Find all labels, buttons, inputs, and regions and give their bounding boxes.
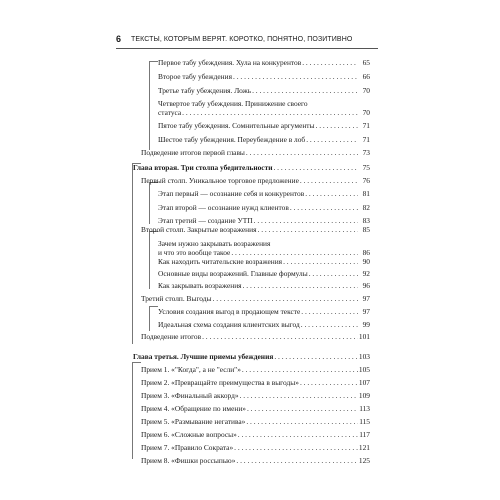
toc-entry[interactable] [141, 378, 370, 387]
leader-dots [301, 320, 358, 329]
toc-entry-page: 85 [362, 225, 370, 234]
toc-entry-page: 83 [362, 216, 370, 225]
leader-dots [182, 108, 358, 117]
leader-dots [302, 58, 358, 67]
toc-entry-title: Первый столп. Уникальное торговое предложение [141, 176, 299, 185]
toc-entry[interactable] [158, 135, 370, 144]
toc-entry-title: Этап третий — создание УТП [158, 216, 253, 225]
toc-entry-page: 71 [362, 121, 370, 130]
running-title: ТЕКСТЫ, КОТОРЫМ ВЕРЯТ. КОРОТКО, ПОНЯТНО, ПОЗИТИВНО [131, 36, 353, 43]
toc-entry-page: 99 [362, 320, 370, 329]
leader-dots [252, 86, 358, 95]
toc-entry-title: Прием 8. «Фишки россыпью» [141, 456, 236, 465]
leader-dots [243, 281, 358, 290]
toc-entry-title: Как находить читательские возражения [158, 257, 283, 266]
toc-entry[interactable] [158, 99, 370, 117]
leader-dots [246, 417, 358, 426]
toc-entry-page: 82 [362, 203, 370, 212]
toc-entry-page: 121 [358, 443, 370, 452]
toc-entry-title: Идеальная схема создания клиентских выгод [158, 320, 300, 329]
toc-entry[interactable] [158, 281, 370, 290]
toc-entry[interactable] [158, 269, 370, 278]
leader-dots [236, 456, 358, 465]
leader-dots [306, 135, 358, 144]
toc-entry-title: Третье табу убеждения. Ложь [158, 86, 252, 95]
toc-entry[interactable] [141, 443, 370, 452]
toc-entry-title: статуса [158, 108, 182, 117]
leader-dots [242, 365, 358, 374]
toc-entry-title: Прием 3. «Финальный аккорд» [141, 391, 239, 400]
toc-entry-page: 90 [362, 257, 370, 266]
toc-entry-title: Подведение итогов [141, 332, 202, 341]
section-bracket [149, 306, 158, 331]
toc-entry[interactable] [158, 239, 370, 257]
toc-entry[interactable] [141, 225, 370, 234]
toc-entry-title: Прием 7. «Правило Сократа» [141, 443, 234, 452]
toc-entry[interactable] [158, 257, 370, 266]
toc-entry[interactable] [141, 332, 370, 341]
toc-entry[interactable] [158, 189, 370, 198]
toc-entry-page: 66 [362, 72, 370, 81]
toc-entry-title: Шестое табу убеждения. Переубеждение в лоб [158, 135, 306, 144]
toc-entry-title: Подведение итогов первой главы [141, 148, 245, 157]
toc-entry[interactable] [141, 430, 370, 439]
toc-entry-page: 115 [359, 417, 370, 426]
leader-dots [233, 72, 358, 81]
toc-entry-page: 75 [362, 163, 370, 172]
leader-dots [246, 148, 358, 157]
leader-dots [274, 352, 358, 361]
toc-entry-page: 92 [362, 269, 370, 278]
leader-dots [283, 257, 358, 266]
leader-dots [213, 294, 359, 303]
toc-entry[interactable] [158, 320, 370, 329]
toc-entry-title: Как закрывать возражения [158, 281, 242, 290]
toc-entry-title: Второй столп. Закрытые возражения [141, 225, 257, 234]
toc-entry-page: 125 [358, 456, 370, 465]
section-bracket [149, 61, 158, 150]
toc-entry-page: 71 [362, 135, 370, 144]
leader-dots [309, 269, 358, 278]
toc-entry-title: Условия создания выгод в продающем тексте [158, 307, 301, 316]
toc-entry-page: 96 [362, 281, 370, 290]
toc-entry[interactable] [158, 58, 370, 67]
leader-dots [238, 430, 358, 439]
toc-chapter-title: Глава третья. Лучшие приемы убеждения [133, 352, 274, 361]
toc-entry-page: 86 [362, 248, 370, 257]
leader-dots [231, 248, 358, 257]
toc-entry-page: 109 [358, 391, 370, 400]
toc-entry[interactable] [158, 86, 370, 95]
toc-entry-title: Этап первый — осознание себя и конкурентов [158, 189, 305, 198]
toc-chapter-title: Глава вторая. Три столпа убедительности [133, 163, 273, 172]
leader-dots [234, 443, 358, 452]
toc-entry-page: 101 [358, 332, 370, 341]
toc-entry-title: Основные виды возражений. Главные формулы [158, 269, 308, 278]
toc-entry[interactable] [141, 404, 370, 413]
toc-entry-title: Пятое табу убеждения. Сомнительные аргументы [158, 121, 315, 130]
toc-entry-page: 73 [362, 148, 370, 157]
toc-entry-page: 103 [358, 352, 370, 361]
toc-entry-page: 70 [362, 86, 370, 95]
toc-entry-page: 97 [362, 307, 370, 316]
toc-entry-title: Прием 4. «Обращение по имени» [141, 404, 246, 413]
toc-entry[interactable] [158, 203, 370, 212]
leader-dots [290, 203, 358, 212]
section-bracket [149, 182, 158, 224]
leader-dots [247, 404, 358, 413]
leader-dots [300, 378, 358, 387]
toc-entry[interactable] [141, 417, 370, 426]
leader-dots [254, 216, 358, 225]
toc-entry-page: 70 [362, 108, 370, 117]
toc-entry-page: 105 [358, 365, 370, 374]
section-bracket [149, 231, 158, 289]
toc-entry-title: и что это вообще такое [158, 248, 231, 257]
toc-entry-page: 81 [362, 189, 370, 198]
chapter-bracket [132, 163, 141, 344]
toc-entry[interactable] [158, 121, 370, 130]
toc-entry-title-line1: Четвертое табу убеждения. Принижение своего [158, 99, 308, 108]
toc-entry-page: 113 [359, 404, 370, 413]
toc-entry-title: Прием 5. «Размывание негатива» [141, 417, 246, 426]
toc-entry[interactable] [141, 456, 370, 465]
toc-entry-page: 76 [362, 176, 370, 185]
toc-chapter-entry[interactable] [133, 163, 370, 172]
toc-entry[interactable] [141, 294, 370, 303]
toc-entry-title: Прием 2. «Превращайте преимущества в выгоды» [141, 378, 299, 387]
toc-entry[interactable] [158, 72, 370, 81]
leader-dots [240, 391, 358, 400]
leader-dots [316, 121, 359, 130]
toc-entry-page: 65 [362, 58, 370, 67]
toc-entry[interactable] [158, 307, 370, 316]
leader-dots [273, 163, 358, 172]
toc-entry-title-line1: Зачем нужно закрывать возражения [158, 239, 271, 248]
toc-entry-page: 117 [359, 430, 370, 439]
toc-entry-title: Прием 1. «"Когда", а не "если"» [141, 365, 241, 374]
toc-entry-title: Первое табу убеждения. Хула на конкурентов [158, 58, 302, 67]
toc-entry[interactable] [158, 216, 370, 225]
toc-entry-title: Этап второй — осознание нужд клиентов [158, 203, 289, 212]
toc-entry-page: 97 [362, 294, 370, 303]
toc-entry-title: Второе табу убеждения [158, 72, 232, 81]
page-number: 6 [116, 34, 122, 44]
leader-dots [202, 332, 358, 341]
toc-entry[interactable] [141, 365, 370, 374]
leader-dots [258, 225, 359, 234]
leader-dots [301, 307, 358, 316]
toc-entry[interactable] [141, 176, 370, 185]
toc-entry-title: Прием 6. «Сложные вопросы» [141, 430, 237, 439]
leader-dots [300, 176, 358, 185]
chapter-bracket [132, 362, 141, 459]
leader-dots [305, 189, 358, 198]
toc-entry[interactable] [141, 148, 370, 157]
toc-entry-page: 107 [358, 378, 370, 387]
toc-entry[interactable] [141, 391, 370, 400]
toc-entry-title: Третий столп. Выгоды [141, 294, 212, 303]
toc-chapter-entry[interactable] [133, 352, 370, 361]
